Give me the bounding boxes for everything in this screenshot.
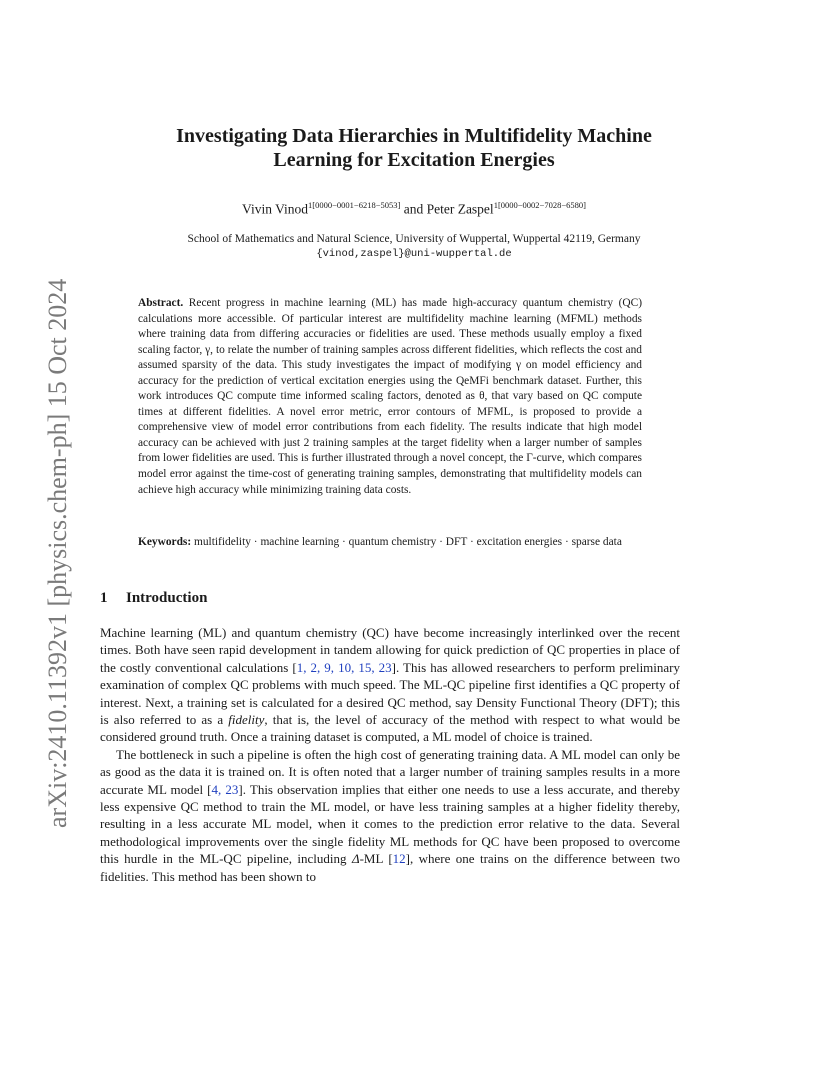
keywords-label: Keywords: bbox=[138, 536, 192, 548]
section-heading bbox=[100, 590, 207, 607]
abstract bbox=[138, 296, 642, 498]
author-connector: and bbox=[400, 201, 427, 217]
keywords-text: multifidelity · machine learning · quantum chemistry · DFT · excitation energies · sparse data bbox=[191, 536, 622, 548]
abstract-text: Recent progress in machine learning (ML) has made high-accuracy quantum chemistry (QC) calculations more accessible. Of particular interest are multifidelity machine learning (MFML) methods where training data from differing accuracies or fidelities are used. These methods usually employ a fixed scaling factor, γ, to relate the number of training samples across different fidelities, which reflects the cost and assumed sparsity of the data. This study investigates the impact of modifying γ on model efficiency and accuracy for the prediction of vertical excitation energies using the QeMFi benchmark dataset. Further, this work introduces QC compute time informed scaling factors, denoted as θ, that vary based on QC compute times at different fidelities. A novel error metric, error contours of MFML, is proposed to provide a comprehensive view of model error contributions from each fidelity. The results indicate that high model accuracy can be achieved with just 2 training samples at the target fidelity when a larger number of samples from lower fidelities are used. This is further illustrated through a novel concept, the Γ-curve, which compares model error against the time-cost of generating training samples, demonstrating that multifidelity models can achieve high accuracy while minimizing training data costs. bbox=[138, 297, 642, 496]
paragraph-2-text-b: ]. This observation implies that either one needs to use a less accurate, and thereby less expensive QC method to train the ML model, or have less training samples at a higher fidelity thereby, resulting in a less accurate ML model, when it comes to the prediction error relative to the data. Several methodological improvements over the single fidelity ML methods for QC have been proposed to overcome this hurdle in the ML-QC pipeline, including bbox=[100, 781, 681, 867]
author-1-orcid: 1[0000−0001−6218−5053] bbox=[308, 200, 401, 210]
paragraph-2-text-c: -ML [ bbox=[359, 851, 393, 867]
author-2-name: Peter Zaspel bbox=[426, 201, 494, 217]
affiliation-institution: School of Mathematics and Natural Science, University of Wuppertal, Wuppertal 42119, Germany bbox=[187, 233, 641, 245]
paragraph-1-text-c: , that is, the level of accuracy of the method with respect to what would be considered ground truth. Once a training dataset is computed, a ML model of choice is trained. bbox=[100, 712, 680, 745]
arxiv-stamp: arXiv:2410.11392v1 [physics.chem-ph] 15 Oct 2024 bbox=[43, 278, 72, 828]
section-number: 1 bbox=[100, 590, 108, 606]
paragraph-1 bbox=[100, 624, 680, 746]
affiliation bbox=[100, 232, 728, 262]
paragraph-2-text-d: ], where one trains on the difference between two fidelities. This method has been shown to bbox=[100, 851, 680, 884]
author-1-name: Vivin Vinod bbox=[242, 201, 309, 217]
citation-link[interactable]: 4, 23 bbox=[211, 781, 239, 797]
author-email: {vinod,zaspel}@uni-wuppertal.de bbox=[316, 248, 512, 260]
paragraph-1-text-a: Machine learning (ML) and quantum chemistry (QC) have become increasingly interlinked over the recent times. Both have seen rapid development in tandem allowing for quick prediction of QC properties in place of the costly conventional calculations [ bbox=[100, 625, 680, 675]
paragraph-2-text-a: The bottleneck in such a pipeline is often the high cost of generating training data. A ML model can only be as good as the data it is trained on. It is often noted that a larger number of training samples results in a more accurate ML model [ bbox=[100, 746, 680, 797]
delta-symbol: Δ bbox=[351, 851, 360, 867]
abstract-label: Abstract. bbox=[138, 297, 184, 309]
author-list bbox=[100, 200, 728, 218]
citation-link[interactable]: 12 bbox=[392, 851, 406, 867]
title-line-2: Learning for Excitation Energies bbox=[273, 149, 555, 171]
body-text bbox=[100, 624, 680, 885]
paper-title bbox=[100, 124, 728, 172]
section-title: Introduction bbox=[126, 590, 208, 606]
author-2-orcid: 1[0000−0002−7028−6580] bbox=[493, 200, 586, 210]
keywords bbox=[138, 535, 642, 551]
title-line-1: Investigating Data Hierarchies in Multifidelity Machine bbox=[176, 125, 652, 147]
paragraph-2 bbox=[100, 746, 680, 885]
paragraph-1-text-b: ]. This has allowed researchers to perform preliminary examination of complex QC problems with much speed. The ML-QC pipeline first identifies a QC property of interest. Next, a training set is calculated for a desired QC method, say Density Functional Theory (DFT); this is also referred to as a bbox=[100, 659, 681, 728]
fidelity-term: fidelity bbox=[228, 712, 265, 728]
citation-link[interactable]: 1, 2, 9, 10, 15, 23 bbox=[296, 659, 392, 675]
